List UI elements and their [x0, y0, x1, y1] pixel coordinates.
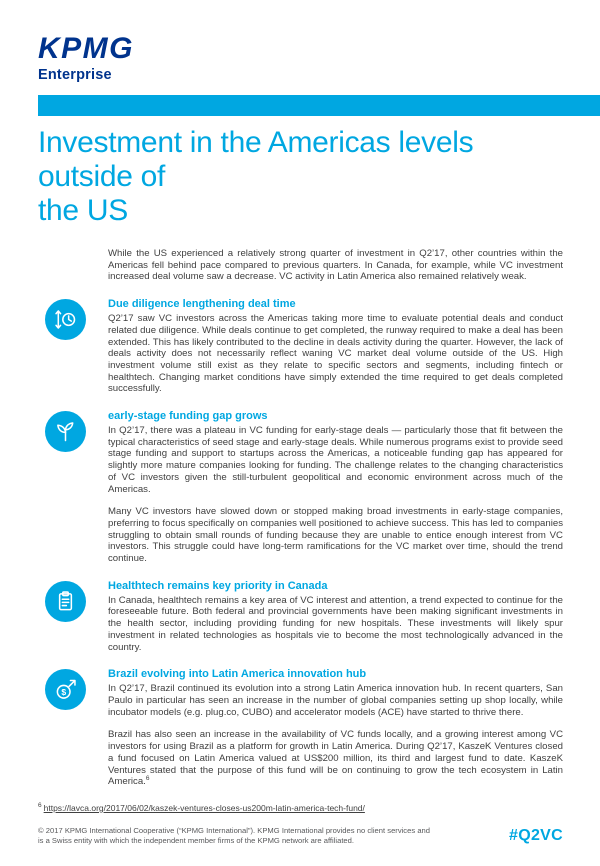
- clipboard-checklist-icon: [45, 581, 86, 622]
- footnote-link[interactable]: https://lavca.org/2017/06/02/kaszek-ventures-closes-us200m-latin-america-tech-fund/: [43, 802, 365, 813]
- sprout-icon: [45, 411, 86, 452]
- footnote-marker: 6: [38, 801, 42, 809]
- section-heading-brazil: Brazil evolving into Latin America innovation hub: [108, 668, 367, 681]
- section-paragraph: [108, 729, 563, 788]
- section-heading-healthtech: Healthtech remains key priority in Canada: [108, 579, 328, 592]
- section-paragraph: In Q2’17, there was a plateau in VC funding for early-stage deals — particularly those that fit between the typical characteristics of seed stage and early-stage deals. While numerous programs exist to provide seed stage funding and support to startups across the Americas, a noticeable funding gap has appeared for slightly more mature companies looking for funding. The challenge relates to the changing characteristics of VC investors given the still-turbulent geopolitical and economic environment across much of the Americas.: [108, 425, 563, 495]
- page-title: [38, 126, 562, 228]
- page-title-line-1: Investment in the Americas levels outside of: [38, 126, 474, 193]
- section-icon-column: [38, 298, 108, 395]
- section-body: [108, 298, 563, 395]
- section-paragraph: Many VC investors have slowed down or stopped making broad investments in early-stage companies, preferring to focus specifically on companies well positioned to achieve success. This has led to companies struggling to obtain small rounds of funding because they are unable to entice enough interest from VC investors. This struggle could have long-term ramifications for the VC market over time, should the trend continue.: [108, 506, 563, 565]
- section-icon-column: [38, 580, 108, 654]
- page-title-line-2: the US: [38, 194, 128, 227]
- hashtag-q2vc: #Q2VC: [509, 827, 563, 845]
- paragraph-text: Brazil has also seen an increase in the availability of VC funds locally, and a growing interest among VC investors for using Brazil as a platform for growth in Latin America. During Q2’17, KaszeK Ventures closed a fund focused on Latin America valued at US$200 million, its third and largest fund to date. KaszeK Ventures stated that the purpose of this fund will be on continuing to grow the tech ecosystem in Latin America.: [108, 729, 563, 788]
- deal-time-clock-icon: [45, 299, 86, 340]
- section-brazil: [38, 668, 563, 788]
- footnote-reference: 6: [145, 775, 150, 783]
- kpmg-logo: KPMG: [38, 32, 134, 65]
- intro-paragraph: While the US experienced a relatively strong quarter of investment in Q2’17, other countries within the Americas fell behind pace compared to previous quarters. In Canada, for example, while VC investment increased deal volume saw a decrease. VC activity in Latin America also remained relatively weak.: [108, 248, 563, 283]
- section-paragraph: Q2’17 saw VC investors across the Americas taking more time to evaluate potential deals and conduct related due diligence. While deals continue to get completed, the runway required to make a deal has been extended. This has likely contributed to the decline in deals activity during the quarter. However, the lack of deals activity does not necessarily reflect waning VC market deal volume outside of the US. High investment volume still exist as they relate to specific sectors and segments, including fintech or healthtech. Changing market conditions have simply extended the time required to get deals completed successfully.: [108, 313, 563, 395]
- header: [0, 0, 600, 83]
- section-due-diligence: [38, 298, 563, 395]
- dollar-growth-icon: [45, 669, 86, 710]
- svg-text:$: $: [61, 687, 67, 698]
- footnote: [38, 802, 562, 813]
- content: [38, 248, 563, 788]
- section-heading-early-stage: early-stage funding gap grows: [108, 410, 268, 423]
- section-early-stage-funding: [38, 410, 563, 565]
- section-body: [108, 580, 563, 654]
- accent-bar: [38, 95, 600, 116]
- brand-division: Enterprise: [38, 67, 112, 83]
- section-paragraph: In Canada, healthtech remains a key area of VC interest and attention, a trend expected to continue for the foreseeable future. Both federal and provincial governments have been making significant investments in the health sector, including providing funding for new hospitals. These investments will likely spur investment in related technologies as hospitals vie to become the most technologically advanced in the country.: [108, 594, 563, 653]
- footer: [38, 826, 563, 846]
- section-icon-column: [38, 668, 108, 788]
- section-healthtech: [38, 580, 563, 654]
- copyright-text: © 2017 KPMG International Cooperative (“KPMG International”). KPMG International provides no client services and is a Swiss entity with which the independent member firms of the KPMG network are affiliated.: [38, 826, 430, 846]
- section-icon-column: [38, 410, 108, 565]
- section-heading-due-diligence: Due diligence lengthening deal time: [108, 298, 296, 311]
- section-body: [108, 410, 563, 565]
- section-body: [108, 668, 563, 788]
- section-paragraph: In Q2’17, Brazil continued its evolution into a strong Latin America innovation hub. In recent quarters, San Paulo in particular has seen an increase in the number of global companies setting up shop locally, while incubator models (e.g. plug.co, CUBO) and accelerator models (ACE) have started to thrive there.: [108, 683, 563, 718]
